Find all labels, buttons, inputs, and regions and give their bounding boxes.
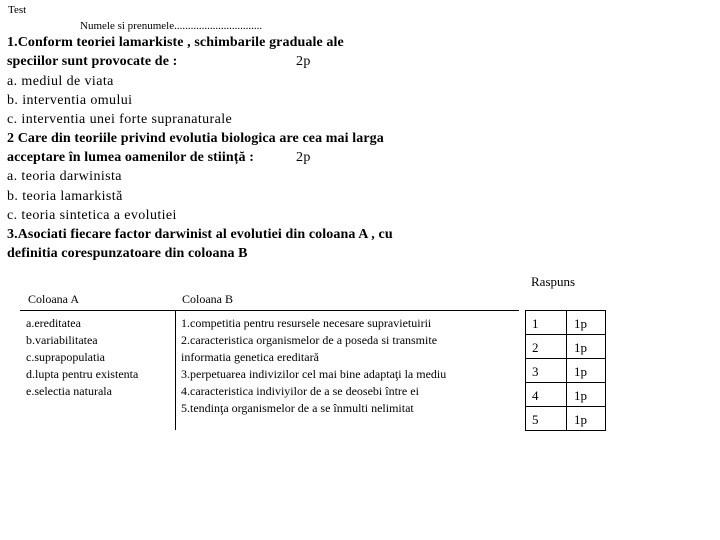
table-header-bottom-border xyxy=(20,310,519,311)
answer-grid-line-1 xyxy=(525,334,606,335)
answer-number: 1 xyxy=(532,316,539,331)
q1-points: 2p xyxy=(296,54,311,69)
col-b-item: informatia genetica ereditară xyxy=(181,350,319,364)
answer-number: 2 xyxy=(532,340,539,355)
answer-grid-line-5 xyxy=(525,430,606,431)
col-a-header: Coloana A xyxy=(28,292,79,306)
col-b-header: Coloana B xyxy=(182,292,233,306)
q1-option-c: c. interventia unei forte supranaturale xyxy=(7,112,233,127)
col-a-item: c.suprapopulatia xyxy=(26,350,105,364)
col-a-list xyxy=(26,315,138,400)
col-b-list xyxy=(181,315,446,417)
answer-number: 4 xyxy=(532,388,539,403)
answer-points: 1p xyxy=(574,340,587,355)
answer-points: 1p xyxy=(574,316,587,331)
col-b-item: 3.perpetuarea indivizilor cel mai bine adaptaţi la mediu xyxy=(181,367,447,381)
table-column-divider xyxy=(175,310,176,430)
col-b-item: 5.tendinţa organismelor de a se înmulti nelimitat xyxy=(181,401,414,415)
q1-option-b: b. interventia omului xyxy=(7,93,133,108)
col-b-item: 1.competitia pentru resursele necesare supravietuirii xyxy=(181,316,432,330)
col-a-item: b.variabilitatea xyxy=(26,333,98,347)
answer-left-border xyxy=(525,310,526,430)
name-line: Numele si prenumele................................ xyxy=(80,20,263,32)
col-b-item: 2.caracteristica organismelor de a poseda si transmite xyxy=(181,333,438,347)
answer-grid-line-2 xyxy=(525,358,606,359)
col-a-item: a.ereditatea xyxy=(26,316,81,330)
answer-points: 1p xyxy=(574,412,587,427)
answer-header: Raspuns xyxy=(531,274,576,289)
answer-middle-border xyxy=(566,310,567,430)
q2-option-c: c. teoria sintetica a evolutiei xyxy=(7,208,177,223)
q1-line2: speciilor sunt provocate de : xyxy=(7,54,178,69)
q2-points: 2p xyxy=(296,150,311,165)
col-a-item: e.selectia naturala xyxy=(26,384,112,398)
answer-points: 1p xyxy=(574,364,587,379)
col-b-item: 4.caracteristica indiviyilor de a se deosebi între ei xyxy=(181,384,419,398)
q2-line1: 2 Care din teoriile privind evolutia biologica are cea mai larga xyxy=(7,131,384,146)
q3-line1: 3.Asociati fiecare factor darwinist al evolutiei din coloana A , cu xyxy=(7,227,393,242)
answer-points: 1p xyxy=(574,388,587,403)
test-title: Test xyxy=(8,4,27,16)
answer-number: 5 xyxy=(532,412,539,427)
q1-line1: 1.Conform teoriei lamarkiste , schimbarile graduale ale xyxy=(7,35,344,50)
answer-number: 3 xyxy=(532,364,539,379)
answer-grid-line-0 xyxy=(525,310,606,311)
q3-line2: definitia corespunzatoare din coloana B xyxy=(7,246,248,261)
q2-line2: acceptare în lumea oamenilor de stiință : xyxy=(7,150,254,165)
q1-option-a: a. mediul de viata xyxy=(7,74,114,89)
answer-grid-line-4 xyxy=(525,406,606,407)
answer-grid-line-3 xyxy=(525,382,606,383)
answer-right-border xyxy=(605,310,606,430)
q2-option-a: a. teoria darwinista xyxy=(7,169,122,184)
col-a-item: d.lupta pentru existenta xyxy=(26,367,139,381)
q2-option-b: b. teoria lamarkistă xyxy=(7,189,123,204)
